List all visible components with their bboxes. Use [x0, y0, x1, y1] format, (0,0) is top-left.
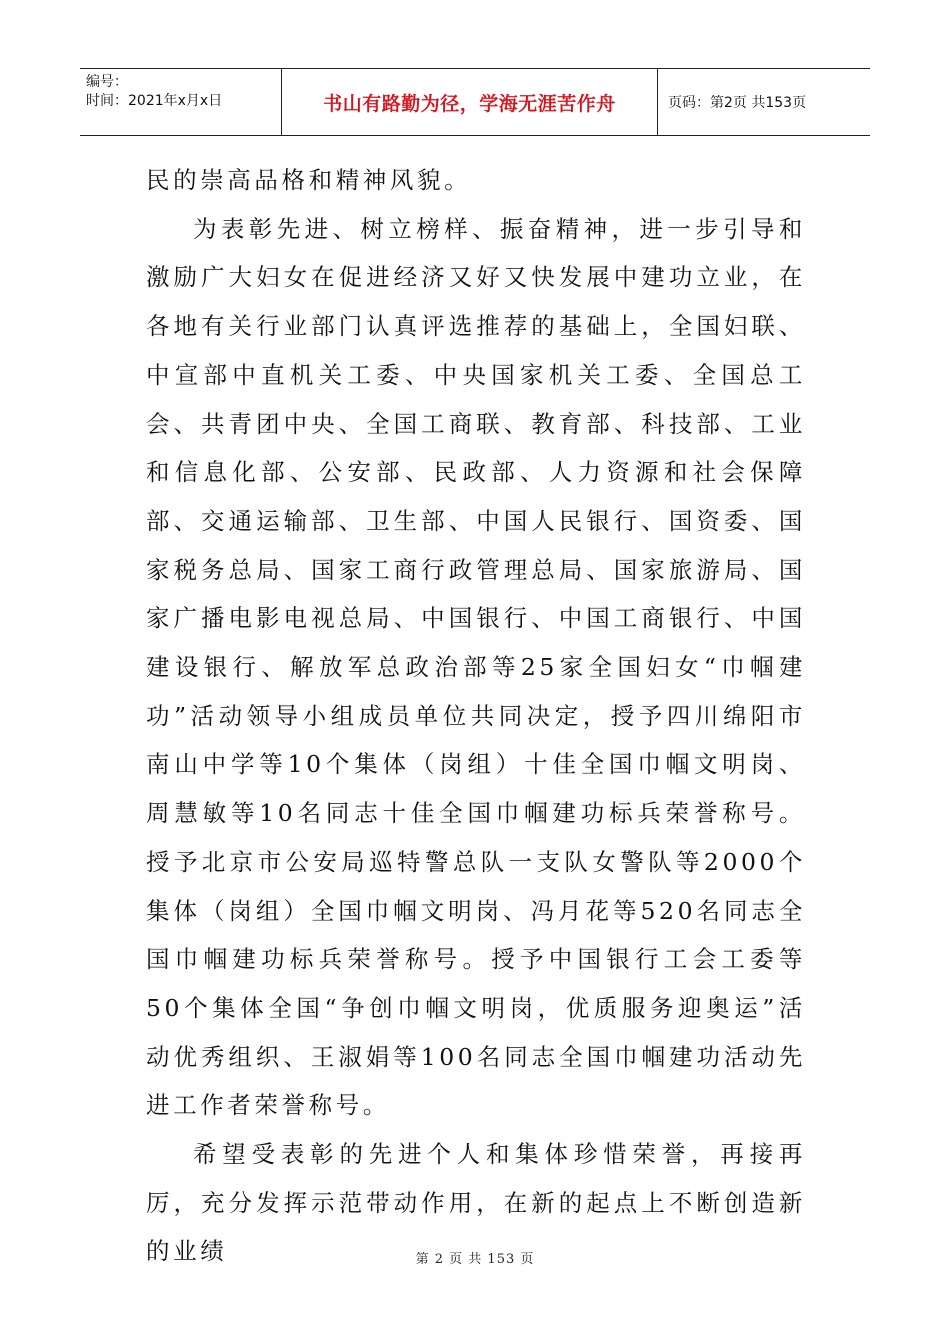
body-paragraph-continuation: 民的崇高品格和精神风貌。	[146, 166, 472, 194]
page-footer	[0, 1248, 950, 1267]
body-paragraph-commendation: 为表彰先进、树立榜样、振奋精神，进一步引导和激励广大妇女在促进经济又好又快发展中建功立业，在各地有关行业部门认真评选推荐的基础上，全国妇联、中宣部中直机关工委、中央国家机关工委、全国总工会、共青团中央、全国工商联、教育部、科技部、工业和信息化部、公安部、民政部、人力资源和社会保障部、交通运输部、卫生部、中国人民银行、国资委、国家税务总局、国家工商行政管理总局、国家旅游局、国家广播电影电视总局、中国银行、中国工商银行、中国建设银行、解放军总政治部等25家全国妇女“巾帼建功”活动领导小组成员单位共同决定，授予四川绵阳市南山中学等10个集体（岗组）十佳全国巾帼文明岗、周慧敏等10名同志十佳全国巾帼建功标兵荣誉称号。授予北京市公安局巡特警总队一支队女警队等2000个集体（岗组）全国巾帼文明岗、冯月花等520名同志全国巾帼建功标兵荣誉称号。授予中国银行工会工委等50个集体全国“争创巾帼文明岗，优质服务迎奥运”活动优秀组织、王淑娟等100名同志全国巾帼建功活动先进工作者荣誉称号。	[146, 214, 806, 1120]
header-motto-cell	[282, 69, 658, 135]
header-meta-cell	[80, 69, 282, 135]
footer-page-number: 第 2 页 共 153 页	[415, 1252, 535, 1267]
header-motto: 书山有路勤为径，学海无涯苦作舟	[323, 92, 616, 115]
document-body	[146, 156, 806, 1276]
body-paragraph-hope: 希望受表彰的先进个人和集体珍惜荣誉，再接再厉，充分发挥示范带动作用，在新的起点上不断创造新的业绩	[146, 1140, 806, 1266]
document-number-label: 编号：	[86, 74, 128, 90]
header-page-cell	[658, 69, 870, 135]
document-time-label: 时间：2021年x月x日	[86, 93, 223, 109]
header-page-info: 页码：第2页 共153页	[668, 95, 807, 111]
document-header	[80, 68, 870, 136]
